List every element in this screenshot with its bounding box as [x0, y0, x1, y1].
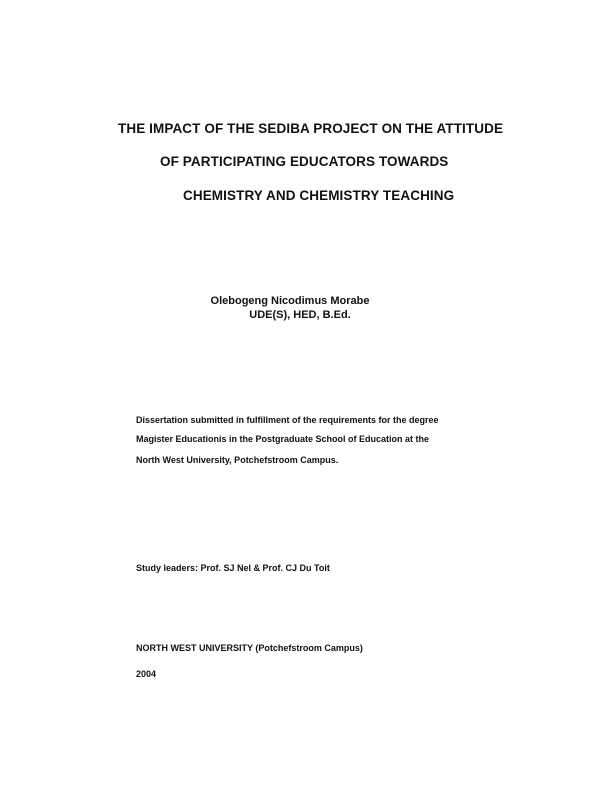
dissertation-statement-line-2: Magister Educationis in the Postgraduate School of Education at the	[136, 434, 430, 444]
publication-year: 2004	[136, 669, 157, 679]
author-name: Olebogeng Nicodimus Morabe	[210, 295, 370, 307]
dissertation-statement-line-1: Dissertation submitted in fulfillment of the requirements for the degree	[136, 415, 439, 425]
study-leaders: Study leaders: Prof. SJ Nel & Prof. CJ Du Toit	[136, 563, 330, 573]
thesis-title-line-3: CHEMISTRY AND CHEMISTRY TEACHING	[183, 188, 455, 203]
university-name: NORTH WEST UNIVERSITY (Potchefstroom Campus)	[136, 643, 363, 653]
author-qualifications: UDE(S), HED, B.Ed.	[249, 309, 351, 321]
thesis-title-line-2: OF PARTICIPATING EDUCATORS TOWARDS	[160, 154, 449, 169]
dissertation-statement-line-3: North West University, Potchefstroom Campus.	[136, 455, 339, 465]
thesis-title-line-1: THE IMPACT OF THE SEDIBA PROJECT ON THE ATTITUDE	[118, 121, 504, 136]
